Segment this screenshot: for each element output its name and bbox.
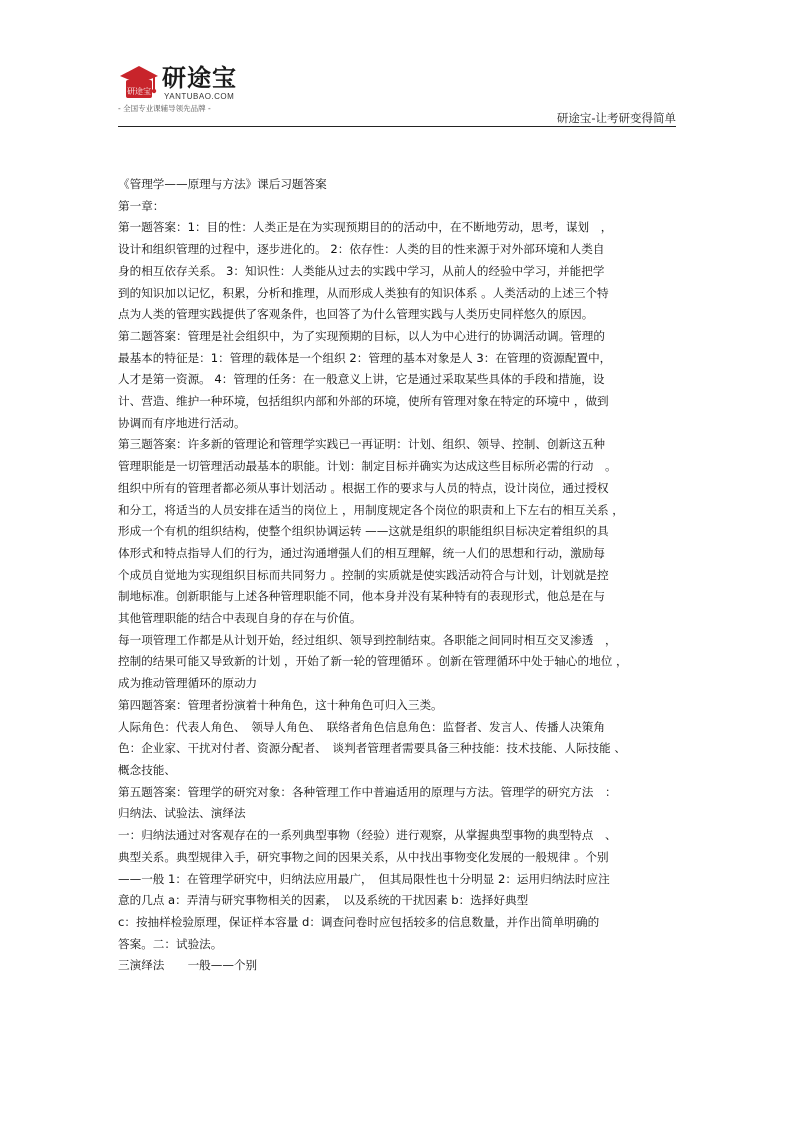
logo-slogan: - 全国专业课辅导领先品牌 - [118, 104, 211, 113]
text-line: 每一项管理工作都是从计划开始，经过组织、领导到控制结束。各职能之间同时相互交叉渗透 ， [118, 632, 617, 647]
logo-chinese-name: 研途宝 [162, 64, 237, 92]
text-line: 第四题答案：管理者扮演着十种角色，这十种角色可归入三类。 [118, 697, 443, 712]
header-divider [118, 126, 676, 127]
text-line: 组织中所有的管理者都必须从事计划活动 。根据工作的要求与人员的特点，设计岗位，通过授权 [118, 480, 609, 495]
text-line: 概念技能、 [118, 762, 176, 777]
text-line: 典型关系。典型规律入手，研究事物之间的因果关系，从中找出事物变化发展的一般规律 。个别 [118, 849, 609, 864]
text-line: 设计和组织管理的过程中，逐步进化的。 2：依存性：人类的目的性来源于对外部环境和人类自 [118, 242, 605, 257]
text-line: 个成员自觉地为实现组织目标而共同努力 。控制的实质就是使实践活动符合与计划，计划就是控 [118, 567, 609, 582]
text-line: 第二题答案：管理是社会组织中，为了实现预期的目标，以人为中心进行的协调活动调。管理的 [118, 328, 605, 343]
text-line: 第一章： [118, 198, 165, 213]
text-line: 第五题答案：管理学的研究对象：各种管理工作中普遍适用的原理与方法。管理学的研究方法 ： [118, 784, 617, 799]
graduation-cap-logo-icon [118, 64, 160, 104]
text-line: 最基本的特征是：1：管理的载体是一个组织 2：管理的基本对象是人 3：在管理的资源配置中， [118, 350, 612, 365]
text-line: 第一题答案：1：目的性：人类正是在为实现预期目的的活动中，在不断地劳动，思考，谋划 ， [118, 220, 613, 235]
text-line: 协调而有序地进行活动。 [118, 415, 246, 430]
text-line: 三演绎法 一般——个别 [118, 958, 258, 973]
text-line: 计、营造、维护一种环境，包括组织内部和外部的环境，使所有管理对象在特定的环境中 ，做到 [118, 394, 609, 409]
text-line: 归纳法、试验法、演绎法 [118, 806, 246, 821]
text-line: 意的几点 a：弄清与研究事物相关的因素， 以及系统的干扰因素 b：选择好典型 [118, 893, 529, 908]
text-line: 形成一个有机的组织结构，使整个组织协调运转 ——这就是组织的职能组织目标决定着组织的具 [118, 524, 609, 539]
text-line: ——一般 1：在管理学研究中，归纳法应用最广， 但其局限性也十分明显 2：运用归纳法时应注 [118, 871, 610, 886]
text-line: 控制的结果可能又导致新的计划 ，开始了新一轮的管理循环 。创新在管理循环中处于轴心的地位 ， [118, 654, 628, 669]
text-line: 成为推动管理循环的原动力 [118, 676, 258, 691]
text-line: 点为人类的管理实践提供了客观条件，也回答了为什么管理实践与人类历史同样悠久的原因。 [118, 307, 594, 322]
text-line: 体形式和特点指导人们的行为，通过沟通增强人们的相互理解，统一人们的思想和行动，激励每 [118, 545, 605, 560]
text-line: 制地标准。创新职能与上述各种管理职能不同，他本身并没有某种特有的表现形式，他总是在与 [118, 589, 605, 604]
text-line: c：按抽样检验原理，保证样本容量 d：调查问卷时应包括较多的信息数量，并作出简单明确的 [118, 914, 600, 929]
yantubao-logo[interactable] [118, 64, 258, 114]
text-line: 人际角色：代表人角色、 领导人角色、 联络者角色信息角色：监督者、发言人、传播人决策角 [118, 719, 605, 734]
text-line: 身的相互依存关系。 3：知识性：人类能从过去的实践中学习，从前人的经验中学习，并能把学 [118, 263, 605, 278]
header-tagline: 研途宝-让考研变得简单 [556, 111, 676, 125]
text-line: 色：企业家、干扰对付者、资源分配者、 谈判者管理者需要具备三种技能：技术技能、人际技能 、 [118, 741, 627, 756]
logo-badge-text: 研途宝 [127, 87, 151, 96]
text-line: 到的知识加以记忆，积累，分析和推理，从而形成人类独有的知识体系 。人类活动的上述三个特 [118, 285, 609, 300]
page-header [0, 0, 794, 130]
text-line: 一：归纳法通过对客观存在的一系列典型事物（经验）进行观察，从掌握典型事物的典型特点 、 [118, 828, 617, 843]
text-line: 人才是第一资源。 4：管理的任务：在一般意义上讲，它是通过采取某些具体的手段和措施，设 [118, 372, 605, 387]
text-line: 答案。二：试验法。 [118, 936, 223, 951]
document-body [118, 174, 678, 977]
text-line: 第三题答案：许多新的管理论和管理学实践已一再证明：计划、组织、领导、控制、创新这五种 [118, 437, 605, 452]
text-line: 《管理学——原理与方法》课后习题答案 [118, 177, 327, 191]
text-line: 和分工，将适当的人员安排在适当的岗位上 ，用制度规定各个岗位的职责和上下左右的相互关系 ， [118, 502, 624, 517]
text-line: 管理职能是一切管理活动最基本的职能。计划：制定目标并确实为达成这些目标所必需的行动 。 [118, 459, 617, 474]
text-line: 其他管理职能的结合中表现自身的存在与价值。 [118, 611, 362, 626]
logo-english-name: YANTUBAO.COM [164, 92, 235, 101]
